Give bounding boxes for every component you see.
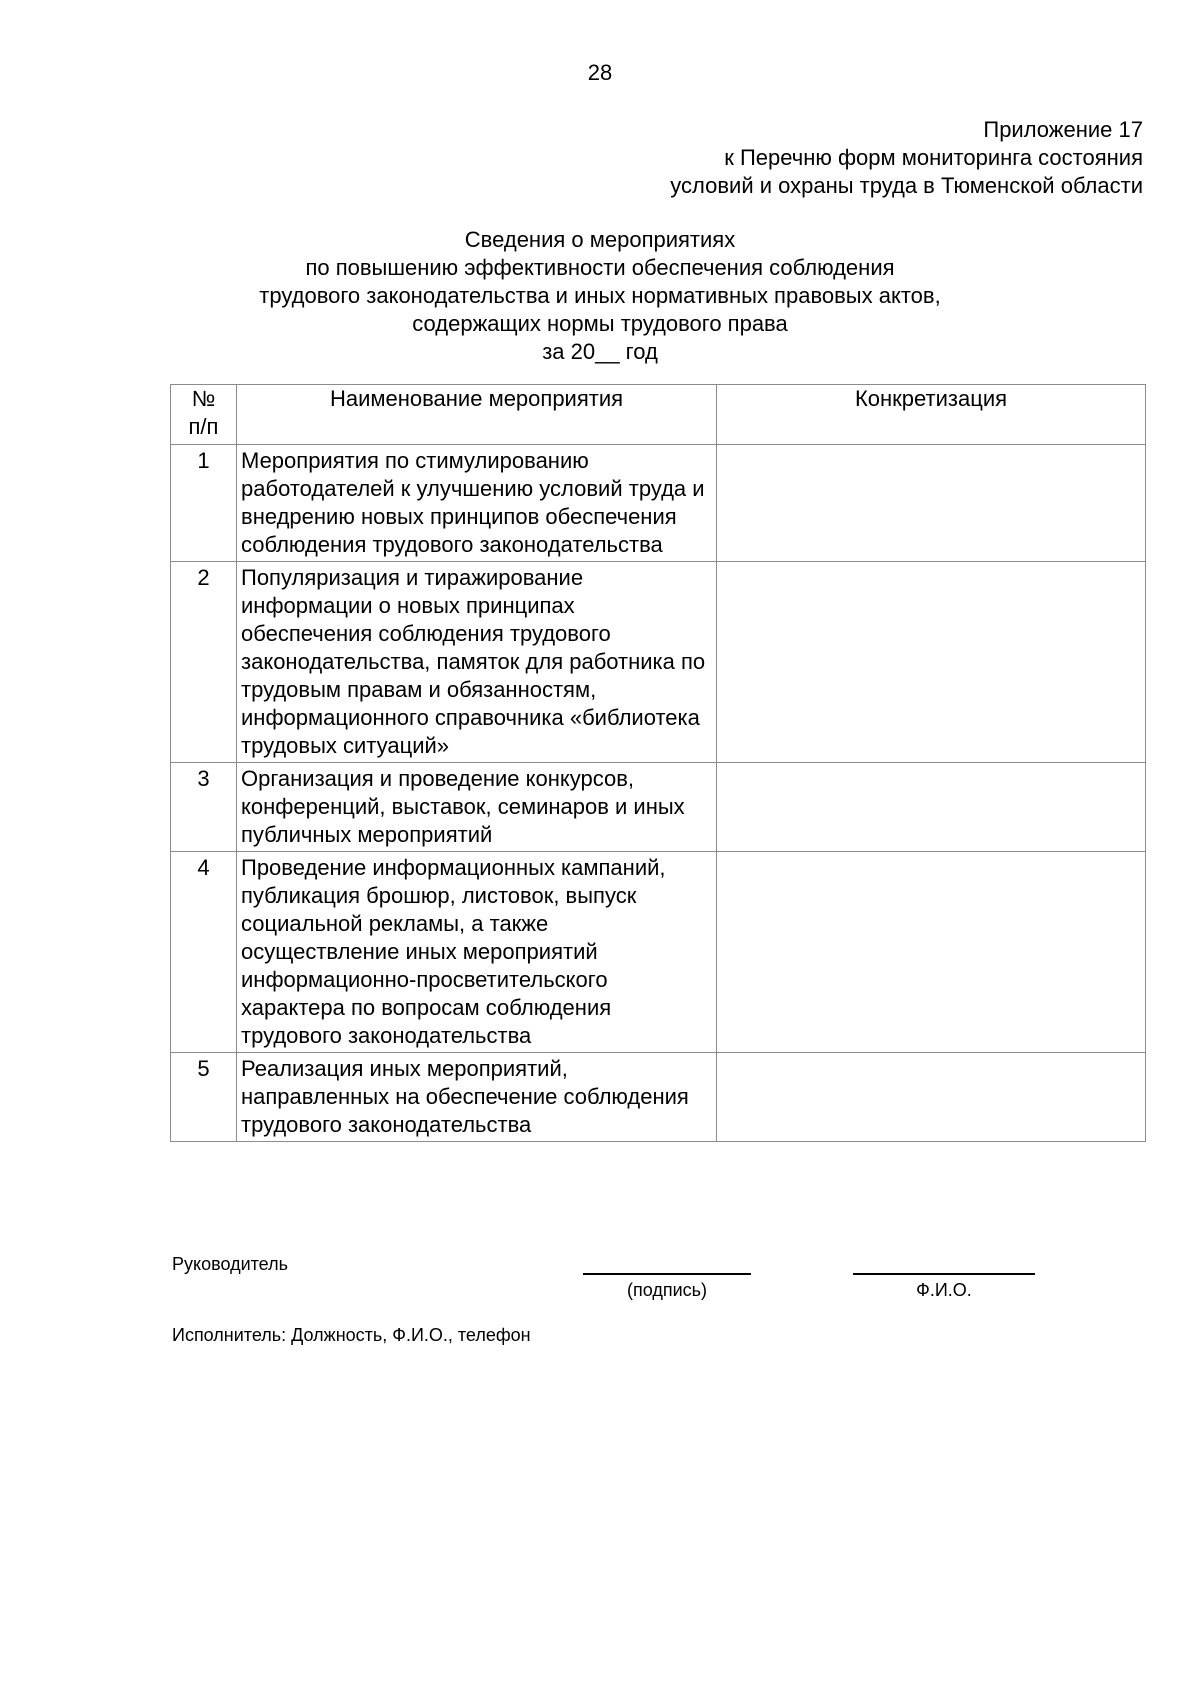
table-row bbox=[171, 445, 1146, 562]
title-line: Сведения о мероприятиях bbox=[464, 227, 736, 252]
document-title bbox=[0, 226, 1200, 366]
row-spec bbox=[717, 763, 1146, 852]
header-name: Наименование мероприятия bbox=[237, 385, 717, 445]
row-num: 1 bbox=[171, 445, 237, 562]
header-num-line: п/п bbox=[188, 414, 219, 439]
signature-line bbox=[583, 1273, 751, 1275]
row-spec bbox=[717, 1053, 1146, 1142]
row-spec bbox=[717, 852, 1146, 1053]
row-num: 2 bbox=[171, 562, 237, 763]
header-num bbox=[171, 385, 237, 445]
head-label: Руководитель bbox=[172, 1254, 288, 1274]
signature-caption: (подпись) bbox=[626, 1280, 708, 1300]
row-name: Популяризация и тиражирование информации о новых принципах обеспечения соблюдения трудового законодательства, памяток для работника по трудовым правам и обязанностям, информационного справочника «библиотека трудовых ситуаций» bbox=[237, 562, 717, 763]
table-header-row bbox=[171, 385, 1146, 445]
table-row bbox=[171, 1053, 1146, 1142]
title-line: трудового законодательства и иных нормативных правовых актов, bbox=[259, 283, 941, 308]
row-name: Организация и проведение конкурсов, конференций, выставок, семинаров и иных публичных мероприятий bbox=[237, 763, 717, 852]
page-number: 28 bbox=[587, 60, 613, 85]
fio-caption: Ф.И.О. bbox=[916, 1280, 972, 1300]
table-row bbox=[171, 763, 1146, 852]
row-num: 3 bbox=[171, 763, 237, 852]
appendix-reference bbox=[670, 116, 1143, 200]
table-row bbox=[171, 852, 1146, 1053]
appendix-line: Приложение 17 bbox=[983, 117, 1143, 142]
executor-line: Исполнитель: Должность, Ф.И.О., телефон bbox=[172, 1325, 531, 1345]
row-spec bbox=[717, 445, 1146, 562]
row-name: Реализация иных мероприятий, направленных на обеспечение соблюдения трудового законодательства bbox=[237, 1053, 717, 1142]
title-line: по повышению эффективности обеспечения соблюдения bbox=[305, 255, 895, 280]
fio-line bbox=[853, 1273, 1035, 1275]
header-spec: Конкретизация bbox=[717, 385, 1146, 445]
title-line: содержащих нормы трудового права bbox=[412, 311, 788, 336]
row-name: Проведение информационных кампаний, публикация брошюр, листовок, выпуск социальной рекламы, а также осуществление иных мероприятий информационно-просветительского характера по вопросам соблюдения трудового законодательства bbox=[237, 852, 717, 1053]
row-num: 5 bbox=[171, 1053, 237, 1142]
appendix-line: условий и охраны труда в Тюменской области bbox=[670, 173, 1143, 198]
table-row bbox=[171, 562, 1146, 763]
row-spec bbox=[717, 562, 1146, 763]
row-name: Мероприятия по стимулированию работодателей к улучшению условий труда и внедрению новых принципов обеспечения соблюдения трудового законодательства bbox=[237, 445, 717, 562]
appendix-line: к Перечню форм мониторинга состояния bbox=[724, 145, 1143, 170]
measures-table bbox=[170, 384, 1146, 1142]
title-line: за 20__ год bbox=[542, 339, 658, 364]
header-num-line: № bbox=[191, 386, 216, 411]
row-num: 4 bbox=[171, 852, 237, 1053]
